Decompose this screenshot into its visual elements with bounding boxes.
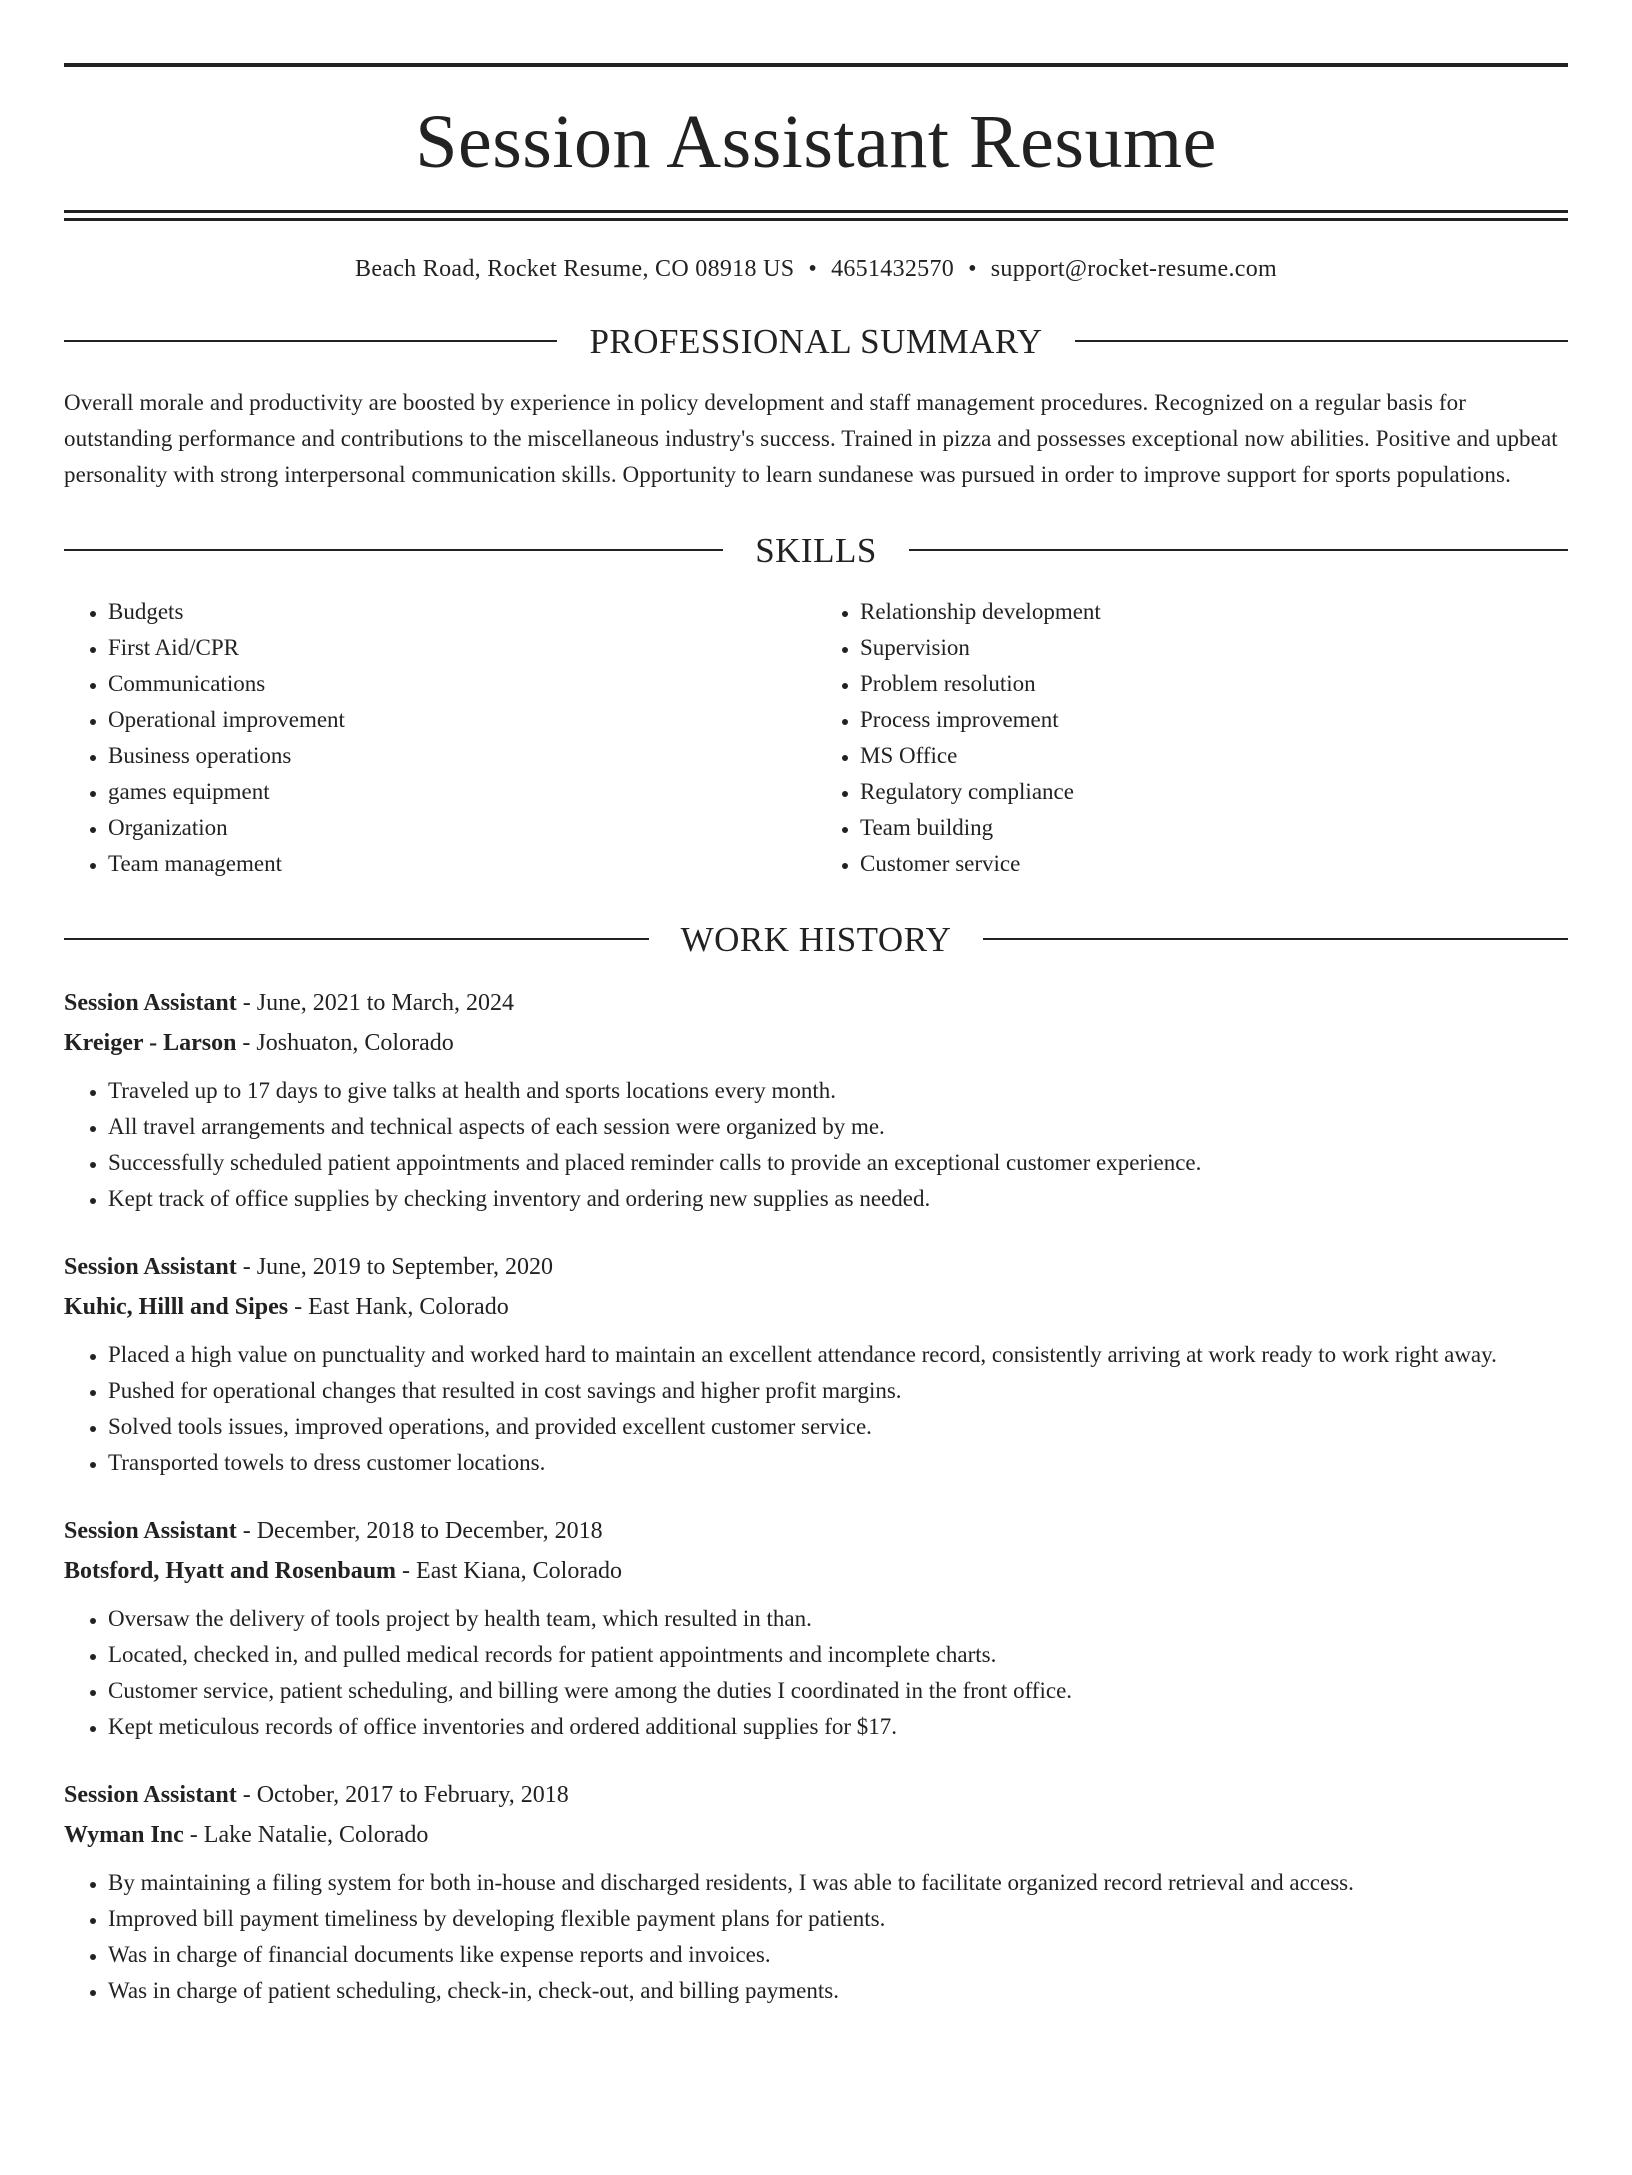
job-dates: - June, 2021 to March, 2024 bbox=[236, 989, 515, 1016]
skill-item: • Business operations bbox=[108, 738, 816, 774]
job-bullet: • Kept track of office supplies by checking inventory and ordering new supplies as needed. bbox=[108, 1181, 1568, 1217]
job-title: Session Assistant bbox=[64, 1517, 237, 1544]
job-company: Wyman Inc bbox=[64, 1821, 184, 1848]
heading-rule-left bbox=[64, 938, 649, 940]
heading-rule-right bbox=[909, 549, 1568, 551]
heading-rule-right bbox=[983, 938, 1568, 940]
job-bullet: • Transported towels to dress customer locations. bbox=[108, 1445, 1568, 1481]
heading-rule-left bbox=[64, 549, 723, 551]
job-bullet: • Pushed for operational changes that resulted in cost savings and higher profit margins. bbox=[108, 1373, 1568, 1409]
job-dates: - October, 2017 to February, 2018 bbox=[236, 1781, 569, 1808]
skill-item: • Budgets bbox=[108, 594, 816, 630]
job-bullet: • Solved tools issues, improved operations, and provided excellent customer service. bbox=[108, 1409, 1568, 1445]
top-rule bbox=[64, 63, 1568, 67]
job-company-line bbox=[64, 1815, 1568, 1855]
skill-item: • Problem resolution bbox=[860, 666, 1568, 702]
summary-heading-label: PROFESSIONAL SUMMARY bbox=[589, 321, 1043, 361]
skill-item: • Team management bbox=[108, 846, 816, 882]
job-dates: - December, 2018 to December, 2018 bbox=[236, 1517, 603, 1544]
skill-item: • Supervision bbox=[860, 630, 1568, 666]
work-history-heading-label: WORK HISTORY bbox=[680, 919, 952, 959]
resume-title: Session Assistant Resume bbox=[415, 100, 1217, 184]
job-company-line bbox=[64, 1551, 1568, 1591]
job-bullet: • Customer service, patient scheduling, and billing were among the duties I coordinated in the front office. bbox=[108, 1673, 1568, 1709]
job-bullets bbox=[64, 1865, 1568, 2009]
skill-item: • games equipment bbox=[108, 774, 816, 810]
skill-item: • First Aid/CPR bbox=[108, 630, 816, 666]
skills-heading-label: SKILLS bbox=[755, 530, 877, 570]
skill-item: • Organization bbox=[108, 810, 816, 846]
job-bullets bbox=[64, 1337, 1568, 1481]
job-company: Botsford, Hyatt and Rosenbaum bbox=[64, 1557, 397, 1584]
contact-line bbox=[64, 255, 1568, 284]
skill-item: • MS Office bbox=[860, 738, 1568, 774]
skills-heading bbox=[64, 530, 1568, 570]
job-location: - East Hank, Colorado bbox=[288, 1293, 509, 1320]
job-title: Session Assistant bbox=[64, 989, 237, 1016]
skill-item: • Operational improvement bbox=[108, 702, 816, 738]
job-bullet: • Placed a high value on punctuality and worked hard to maintain an excellent attendance record, consistently arriving at work ready to work right away. bbox=[108, 1337, 1568, 1373]
job-location: - Joshuaton, Colorado bbox=[236, 1029, 454, 1056]
skill-item: • Team building bbox=[860, 810, 1568, 846]
job-bullets bbox=[64, 1601, 1568, 1745]
heading-rule-right bbox=[1075, 340, 1568, 342]
job-title-line bbox=[64, 1775, 1568, 1815]
summary-heading bbox=[64, 321, 1568, 361]
contact-separator: • bbox=[808, 256, 818, 282]
skills-list bbox=[64, 594, 1568, 882]
skill-item: • Process improvement bbox=[860, 702, 1568, 738]
summary-text: Overall morale and productivity are boosted by experience in policy development and staff management procedures. Recognized on a regular basis for outstanding performance and contributions to the miscellaneous industry's success. Trained in pizza and possesses exceptional now abilities. Positive and upbeat personality with strong interpersonal communication skills. Opportunity to learn sundanese was pursued in order to improve support for sports populations. bbox=[64, 389, 1558, 487]
job-entry bbox=[64, 1511, 1568, 1745]
job-bullet: • Was in charge of financial documents like expense reports and invoices. bbox=[108, 1937, 1568, 1973]
skill-item: • Relationship development bbox=[860, 594, 1568, 630]
work-history-heading bbox=[64, 919, 1568, 959]
job-bullet: • Located, checked in, and pulled medical records for patient appointments and incomplete charts. bbox=[108, 1637, 1568, 1673]
skill-item: • Communications bbox=[108, 666, 816, 702]
skills-column-right bbox=[816, 594, 1568, 882]
job-entry bbox=[64, 1775, 1568, 2009]
job-bullet: • By maintaining a filing system for both in-house and discharged residents, I was able to facilitate organized record retrieval and access. bbox=[108, 1865, 1568, 1901]
job-dates: - June, 2019 to September, 2020 bbox=[236, 1253, 554, 1280]
job-bullet: • Was in charge of patient scheduling, check-in, check-out, and billing payments. bbox=[108, 1973, 1568, 2009]
job-bullet: • Successfully scheduled patient appointments and placed reminder calls to provide an exceptional customer experience. bbox=[108, 1145, 1568, 1181]
resume-page bbox=[0, 63, 1632, 2175]
job-company: Kreiger - Larson bbox=[64, 1029, 237, 1056]
job-title-line bbox=[64, 983, 1568, 1023]
contact-separator: • bbox=[968, 256, 977, 282]
job-entry bbox=[64, 1247, 1568, 1481]
job-bullet: • Kept meticulous records of office inventories and ordered additional supplies for $17. bbox=[108, 1709, 1568, 1745]
job-company-line bbox=[64, 1023, 1568, 1063]
contact-phone: 4651432570 bbox=[831, 256, 955, 282]
skill-item: • Regulatory compliance bbox=[860, 774, 1568, 810]
contact-address: Beach Road, Rocket Resume, CO 08918 US bbox=[355, 256, 795, 282]
job-bullet: • All travel arrangements and technical aspects of each session were organized by me. bbox=[108, 1109, 1568, 1145]
heading-rule-left bbox=[64, 340, 557, 342]
job-title: Session Assistant bbox=[64, 1253, 237, 1280]
job-company-line bbox=[64, 1287, 1568, 1327]
job-location: - Lake Natalie, Colorado bbox=[183, 1821, 429, 1848]
job-bullet: • Improved bill payment timeliness by developing flexible payment plans for patients. bbox=[108, 1901, 1568, 1937]
job-title-line bbox=[64, 1511, 1568, 1551]
job-location: - East Kiana, Colorado bbox=[396, 1557, 622, 1584]
skills-column-left bbox=[64, 594, 816, 882]
skill-item: • Customer service bbox=[860, 846, 1568, 882]
contact-email: support@rocket-resume.com bbox=[990, 256, 1277, 282]
job-bullet: • Oversaw the delivery of tools project by health team, which resulted in than. bbox=[108, 1601, 1568, 1637]
job-title: Session Assistant bbox=[64, 1781, 237, 1808]
job-title-line bbox=[64, 1247, 1568, 1287]
job-company: Kuhic, Hilll and Sipes bbox=[64, 1293, 289, 1320]
job-entry bbox=[64, 983, 1568, 1217]
job-bullet: • Traveled up to 17 days to give talks at health and sports locations every month. bbox=[108, 1073, 1568, 1109]
job-bullets bbox=[64, 1073, 1568, 1217]
title-double-rule bbox=[64, 210, 1568, 221]
